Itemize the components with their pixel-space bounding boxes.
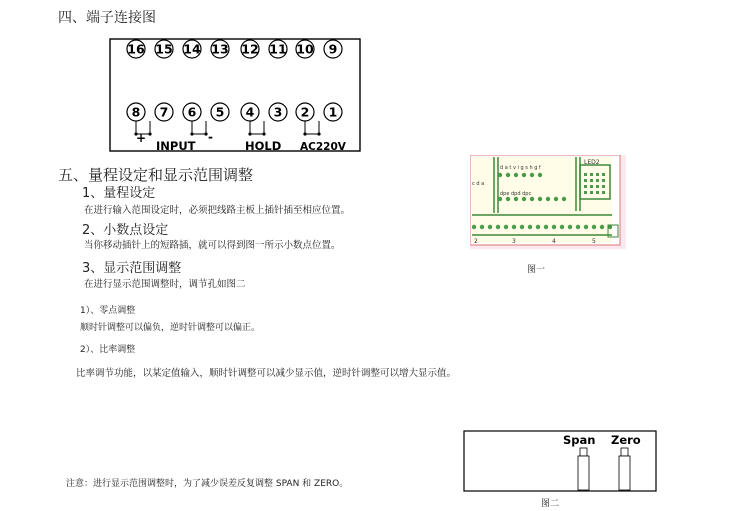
terminal-label-9: 9 [328, 41, 338, 57]
led2-label: LED2 [584, 159, 600, 166]
terminal-label-15: 15 [155, 41, 173, 57]
pcb-pad [496, 225, 500, 229]
pcb-pad [576, 225, 580, 229]
terminal-label-1: 1 [328, 104, 338, 120]
pcb-number-3: 3 [512, 238, 516, 245]
terminal-label-4: 4 [245, 104, 255, 120]
pcb-pad [584, 173, 587, 176]
terminal-label-5: 5 [215, 104, 225, 120]
pcb-pad [590, 185, 593, 188]
terminal-label-8: 8 [131, 104, 141, 120]
pcb-pad [602, 185, 605, 188]
pcb-pad [504, 225, 508, 229]
range-setting-text: 在进行输入范围设定时，必须把线路主板上插针插至相应位置。 [84, 205, 351, 216]
pcb-dp-labels: dpe dpd dpc [500, 191, 532, 197]
section4-title: 四、端子连接图 [58, 10, 156, 26]
zero-adjust-title: 1）、零点调整 [80, 306, 136, 316]
pcb-pad [600, 225, 604, 229]
pcb-pad [590, 173, 593, 176]
pcb-number-4: 4 [552, 238, 556, 245]
terminal-label-13: 13 [211, 41, 229, 57]
pcb-pad [536, 225, 540, 229]
span-label: Span [563, 433, 596, 447]
terminal-label-11: 11 [269, 41, 287, 57]
figure1-pcb-image [470, 155, 626, 249]
pcb-pad [584, 185, 587, 188]
pcb-pad [472, 225, 476, 229]
pcb-pad [514, 173, 518, 177]
pcb-pad [498, 197, 502, 201]
pcb-pad [584, 225, 588, 229]
decimal-setting-text: 当你移动插针上的短路插，就可以得到图一所示小数点位置。 [84, 240, 341, 251]
zero-pot [621, 448, 628, 456]
input-label: INPUT [156, 139, 196, 153]
terminal-label-2: 2 [300, 104, 310, 120]
pcb-pad [520, 225, 524, 229]
note-text: 注意：进行显示范围调整时，为了减少误差反复调整 SPAN 和 ZERO。 [66, 479, 349, 489]
input-minus-label: - [208, 130, 213, 144]
terminal-label-14: 14 [183, 41, 201, 57]
pcb-pad [554, 197, 558, 201]
display-range-text: 在进行显示范围调整时，调节孔如图二 [84, 279, 246, 290]
display-range-title: 3、显示范围调整 [82, 261, 182, 276]
pcb-pad [596, 191, 599, 194]
pcb-pad [488, 225, 492, 229]
zero-label: Zero [611, 433, 641, 447]
pcb-pad [590, 179, 593, 182]
pcb-pad [568, 225, 572, 229]
pcb-pad [528, 225, 532, 229]
pcb-pad [522, 173, 526, 177]
pcb-pad [584, 179, 587, 182]
decimal-setting-title: 2、小数点设定 [82, 223, 169, 238]
pcb-pad [514, 197, 518, 201]
pcb-pad [602, 191, 605, 194]
pcb-pad [538, 173, 542, 177]
pcb-pad [602, 173, 605, 176]
pcb-pad [592, 225, 596, 229]
terminal-diagram [108, 34, 364, 156]
pcb-pad [506, 173, 510, 177]
range-setting-title: 1、量程设定 [82, 186, 156, 201]
terminal-label-10: 10 [296, 41, 314, 57]
pcb-pad [522, 197, 526, 201]
pcb-pad [560, 225, 564, 229]
pcb-pad [512, 225, 516, 229]
pcb-pad [562, 197, 566, 201]
pcb-pad [596, 179, 599, 182]
svg-text:d a t v i g s h g f: d a t v i g s h g f [500, 165, 541, 171]
pcb-pad [552, 225, 556, 229]
pcb-pad [480, 225, 484, 229]
pcb-pad [498, 173, 502, 177]
section5-title: 五、量程设定和显示范围调整 [58, 166, 254, 184]
ratio-adjust-title: 2）、比率调整 [80, 345, 136, 355]
terminal-label-12: 12 [241, 41, 259, 57]
pcb-pad [602, 179, 605, 182]
terminal-label-3: 3 [273, 104, 283, 120]
pcb-pad [584, 191, 587, 194]
terminal-label-7: 7 [159, 104, 169, 120]
ratio-adjust-text: 比率调节功能，以某定值输入，顺时针调整可以减少显示值，逆时针调整可以增大显示值。 [76, 368, 457, 379]
terminal-label-16: 16 [127, 41, 145, 57]
terminal-label-6: 6 [187, 104, 197, 120]
ac220v-label: AC220V [300, 141, 346, 153]
pcb-pad [546, 197, 550, 201]
pcb-pad [506, 197, 510, 201]
figure2-caption: 图二 [541, 499, 560, 509]
figure1-caption: 图一 [527, 265, 546, 275]
pcb-pad [530, 173, 534, 177]
pcb-pad [544, 225, 548, 229]
zero-adjust-text: 顺时针调整可以偏负，逆时针调整可以偏正。 [80, 323, 261, 333]
pcb-pad [590, 191, 593, 194]
pcb-number-5: 5 [592, 238, 596, 245]
pcb-number-2: 2 [474, 238, 478, 245]
pcb-pad [538, 197, 542, 201]
span-pot [580, 448, 587, 456]
hold-label: HOLD [245, 139, 282, 153]
svg-text:c d a: c d a [472, 181, 485, 187]
pcb-pad [530, 197, 534, 201]
input-plus-label: + [136, 131, 147, 145]
pcb-pad [596, 173, 599, 176]
figure2-adjust-image [463, 430, 657, 492]
pcb-pad [596, 185, 599, 188]
